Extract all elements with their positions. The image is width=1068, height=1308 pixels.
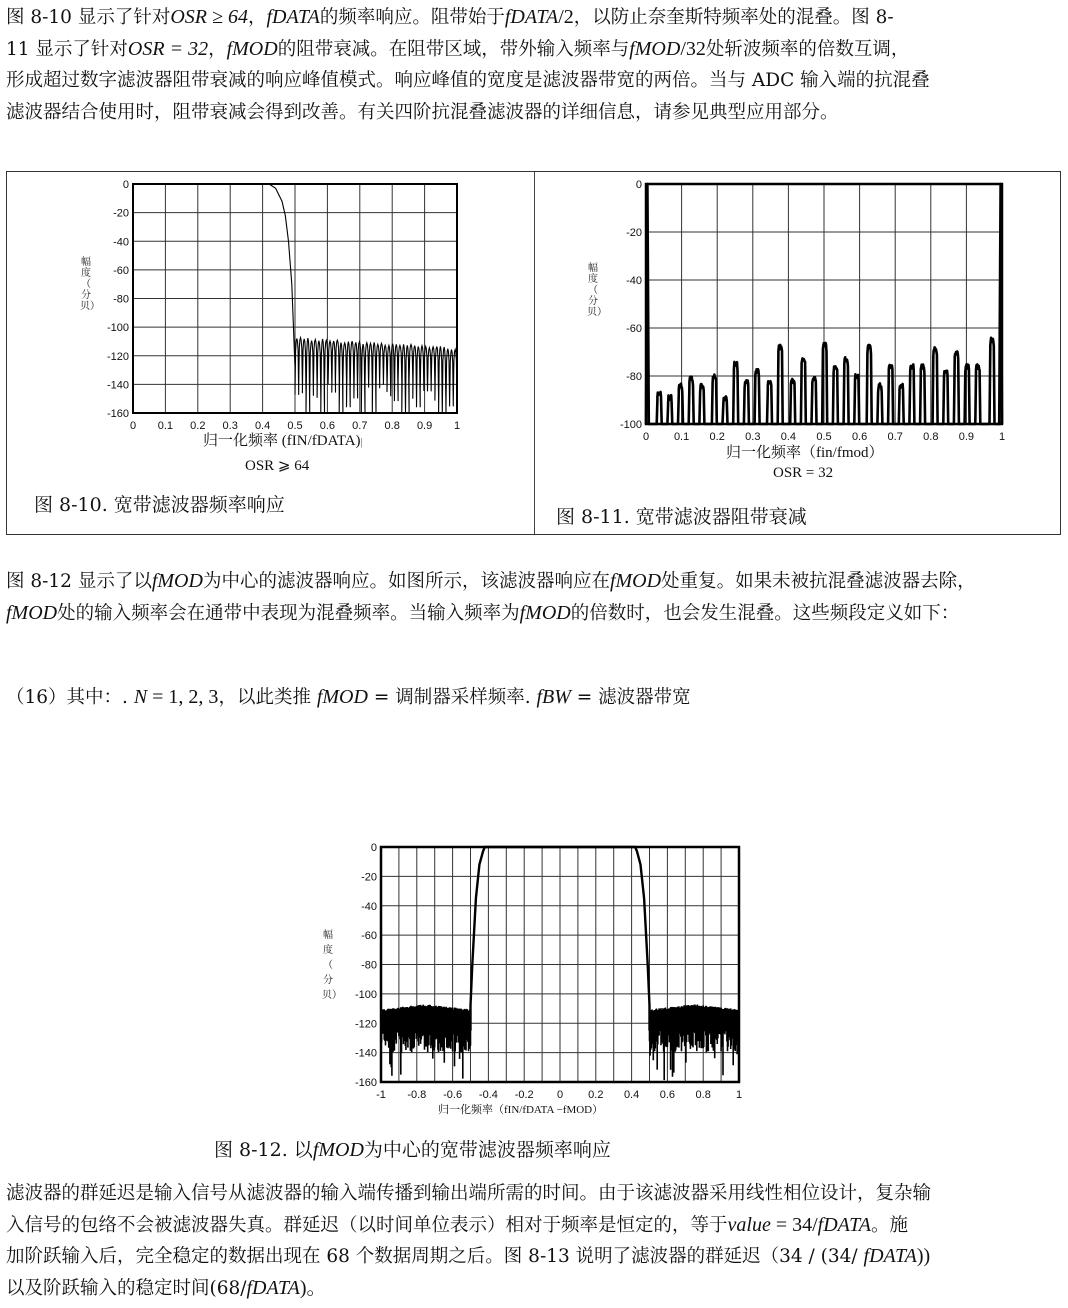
math-fmod: fMOD xyxy=(151,570,203,592)
math-fdata: fDATA xyxy=(266,6,320,28)
figure-8-11-x-axis-label: 归一化频率（fin/fmod） xyxy=(726,445,884,461)
y-tick-label: -60 xyxy=(113,264,129,277)
y-tick-label: -20 xyxy=(361,871,377,884)
y-tick-label: -60 xyxy=(361,930,377,943)
figure-8-11-condition: OSR = 32 xyxy=(773,465,834,481)
x-tick-label: 0.9 xyxy=(958,431,975,443)
math-fmod: fMOD xyxy=(629,37,681,60)
math-fmod: fMOD xyxy=(312,1139,364,1161)
ylab-char: 度 xyxy=(323,945,333,956)
ylab-char: （ xyxy=(588,285,598,296)
text: 图 8-10 显示了针对 xyxy=(6,7,171,28)
y-tick-label: -20 xyxy=(626,227,642,239)
y-tick-label: -60 xyxy=(626,323,642,335)
x-tick-label: 0.3 xyxy=(222,420,238,432)
y-tick-label: -80 xyxy=(113,293,129,306)
intro-line-4: 滤波器结合使用时，阻带衰减会得到改善。有关四阶抗混叠滤波器的详细信息，请参见典型应用部分。 xyxy=(6,101,839,123)
text: = 滤波器带宽 xyxy=(570,687,691,708)
y-tick-label: 0 xyxy=(370,842,377,854)
text: 处的输入频率会在通带中表现为混叠频率。当输入频率为 xyxy=(57,602,520,624)
x-tick-label: 0.7 xyxy=(352,420,368,432)
x-tick-label: 0.1 xyxy=(673,431,690,443)
text: 为中心的滤波器响应。如图所示，该滤波器响应在 xyxy=(202,571,610,592)
ylab-char: 贝） xyxy=(322,990,342,1001)
caption-text: 为中心的宽带滤波器频率响应 xyxy=(363,1139,611,1161)
text: 的倍数时，也会发生混叠。这些频段定义如下： xyxy=(570,602,960,624)
text: 以及阶跃输入的稳定时间(68/ xyxy=(6,1277,247,1299)
text: ， xyxy=(247,7,267,28)
text: )。 xyxy=(299,1276,327,1299)
x-tick-label: -0.8 xyxy=(407,1089,427,1101)
para3-line-1: 滤波器的群延迟是输入信号从滤波器的输入端传播到输出端所需的时间。由于该滤波器采用线性相位设计，复杂输 xyxy=(6,1183,932,1204)
x-tick-label: 0.1 xyxy=(157,420,174,432)
text: 入信号的包络不会被滤波器失真。群延迟（以时间单位表示）相对于频率是恒定的，等于 xyxy=(6,1214,728,1236)
intro-line-3: 形成超过数字滤波器阻带衰减的响应峰值模式。响应峰值的宽度是滤波器带宽的两倍。当与 ADC 输入端的抗混叠 xyxy=(6,70,930,91)
text: = 调制器采样频率. xyxy=(367,687,537,708)
x-tick-label: 0 xyxy=(642,431,650,443)
math-fmod: fMOD xyxy=(226,37,278,60)
math-fmod: fMOD xyxy=(6,601,58,624)
x-tick-label: 0.2 xyxy=(709,431,725,443)
ylab-char: 贝） xyxy=(80,301,100,312)
ylab-char: 幅 xyxy=(81,257,91,268)
y-tick-label: -120 xyxy=(354,1018,377,1031)
x-tick-label: 0.2 xyxy=(588,1089,604,1101)
y-tick-label: 0 xyxy=(635,179,642,191)
y-tick-label: -80 xyxy=(626,371,642,383)
text: )) xyxy=(916,1245,931,1267)
math-fdata: fDATA xyxy=(817,1213,872,1236)
math-fdata: fDATA xyxy=(246,1276,300,1299)
text: 。施 xyxy=(871,1214,909,1236)
math-fdata: fDATA xyxy=(504,6,559,28)
text: 处重复。如果未被抗混叠滤波器去除， xyxy=(661,571,976,592)
text: ， xyxy=(208,38,227,60)
text: 11 显示了针对 xyxy=(6,38,128,60)
x-tick-label: 0.6 xyxy=(319,420,336,432)
math-value: value xyxy=(727,1213,771,1236)
math-div2: /2 xyxy=(558,6,574,28)
x-tick-label: 1 xyxy=(735,1089,743,1101)
y-tick-label: -100 xyxy=(354,988,377,1001)
x-tick-label: -0.2 xyxy=(514,1089,534,1101)
caption-text: 图 8-12. 以 xyxy=(214,1139,313,1161)
y-tick-label: -40 xyxy=(113,236,129,249)
text: ，以此类推 xyxy=(218,687,317,708)
ylab-char: 幅 xyxy=(323,930,333,941)
math-osr: OSR ≥ 64 xyxy=(170,6,248,28)
text: 处斩波频率的倍数互调， xyxy=(705,38,910,60)
x-tick-label: 0.3 xyxy=(745,431,761,443)
figure-8-11-caption: 图 8-11. 宽带滤波器阻带衰减 xyxy=(556,506,807,528)
x-tick-label: 0.2 xyxy=(190,420,206,432)
x-tick-label: -1 xyxy=(376,1089,386,1101)
x-tick-label: 0.7 xyxy=(887,431,903,443)
y-tick-label: -80 xyxy=(361,959,377,972)
figure-8-12-caption xyxy=(214,1135,611,1162)
x-tick-label: 0.8 xyxy=(923,431,939,443)
math-fdata: fDATA xyxy=(863,1245,917,1267)
ylab-char: （ xyxy=(81,279,91,290)
para3-line-3 xyxy=(6,1241,1062,1273)
y-tick-label: -140 xyxy=(106,379,129,392)
text: ，以防止奈奎斯特频率处的混叠。图 8- xyxy=(573,7,894,28)
y-tick-label: -40 xyxy=(361,900,377,913)
ylab-char: 幅 xyxy=(588,263,598,274)
text: 图 8-12 显示了以 xyxy=(6,571,152,592)
x-tick-label: 0.9 xyxy=(416,420,433,432)
x-tick-label: -0.4 xyxy=(478,1089,498,1101)
text: 的频率响应。阻带始于 xyxy=(319,7,505,28)
ylab-char: 分 xyxy=(81,290,91,301)
figure-8-12-y-axis-label xyxy=(322,928,342,1003)
ylab-char: 度 xyxy=(81,268,91,279)
y-tick-label: -40 xyxy=(626,275,642,287)
math-n: N xyxy=(133,686,148,708)
ylab-char: 贝） xyxy=(587,307,607,318)
math-div32: /32 xyxy=(680,37,706,60)
y-tick-label: -100 xyxy=(106,322,129,335)
y-tick-label: -160 xyxy=(106,408,129,420)
x-tick-label: 0 xyxy=(556,1089,564,1101)
figure-8-12-x-axis-label: 归一化频率（fIN/fDATA −fMOD） xyxy=(438,1104,604,1116)
y-tick-label: -140 xyxy=(354,1047,377,1060)
x-tick-label: 0.6 xyxy=(851,431,868,443)
math-osr: OSR = 32 xyxy=(127,37,209,60)
x-tick-label: 1 xyxy=(453,420,461,432)
x-tick-label: 0.4 xyxy=(780,431,797,443)
para3-line-2 xyxy=(6,1210,1062,1242)
text: 加阶跃输入后，完全稳定的数据出现在 68 个数据周期之后。图 8-13 说明了滤波器的群延迟（34 / (34/ xyxy=(6,1246,864,1267)
x-axis-text: 归一化频率 (fIN/fDATA) xyxy=(203,433,361,449)
y-tick-label: -160 xyxy=(354,1077,377,1089)
ylab-char: 度 xyxy=(588,274,598,285)
text: （16）其中：. xyxy=(6,687,134,708)
y-tick-label: -120 xyxy=(106,350,129,363)
x-tick-label: 0.4 xyxy=(254,420,271,432)
x-tick-label: 1 xyxy=(998,431,1006,443)
paragraph-3 xyxy=(6,1178,1062,1304)
math-fmod: fMOD xyxy=(316,686,368,708)
y-tick-label: -20 xyxy=(113,207,129,220)
y-tick-label: 0 xyxy=(122,179,129,191)
math-fmod: fMOD xyxy=(519,601,571,624)
x-tick-label: -0.6 xyxy=(443,1089,463,1101)
x-tick-label: 0.6 xyxy=(659,1089,676,1101)
x-tick-label: 0.8 xyxy=(695,1089,711,1101)
x-tick-label: 0 xyxy=(129,420,137,432)
math-values: = 1, 2, 3 xyxy=(147,686,219,708)
math-fbw: fBW xyxy=(536,686,571,708)
x-tick-label: 0.5 xyxy=(287,420,303,432)
y-tick-label: -100 xyxy=(619,419,642,431)
x-axis-mark: | xyxy=(360,436,363,448)
x-tick-label: 0.4 xyxy=(623,1089,640,1101)
x-tick-label: 0.5 xyxy=(816,431,832,443)
ylab-char: 分 xyxy=(588,296,598,307)
figure-8-10-caption: 图 8-10. 宽带滤波器频率响应 xyxy=(34,494,285,516)
x-tick-label: 0.8 xyxy=(384,420,400,432)
text: 的阻带衰减。在阻带区域，带外输入频率与 xyxy=(277,38,630,60)
math-expr: = 34/ xyxy=(770,1213,818,1236)
figure-8-10-condition: OSR ⩾ 64 xyxy=(245,458,310,474)
ylab-char: （ xyxy=(323,960,333,971)
para3-line-4 xyxy=(6,1273,1062,1305)
math-fmod: fMOD xyxy=(609,570,662,592)
ylab-char: 分 xyxy=(323,975,333,986)
